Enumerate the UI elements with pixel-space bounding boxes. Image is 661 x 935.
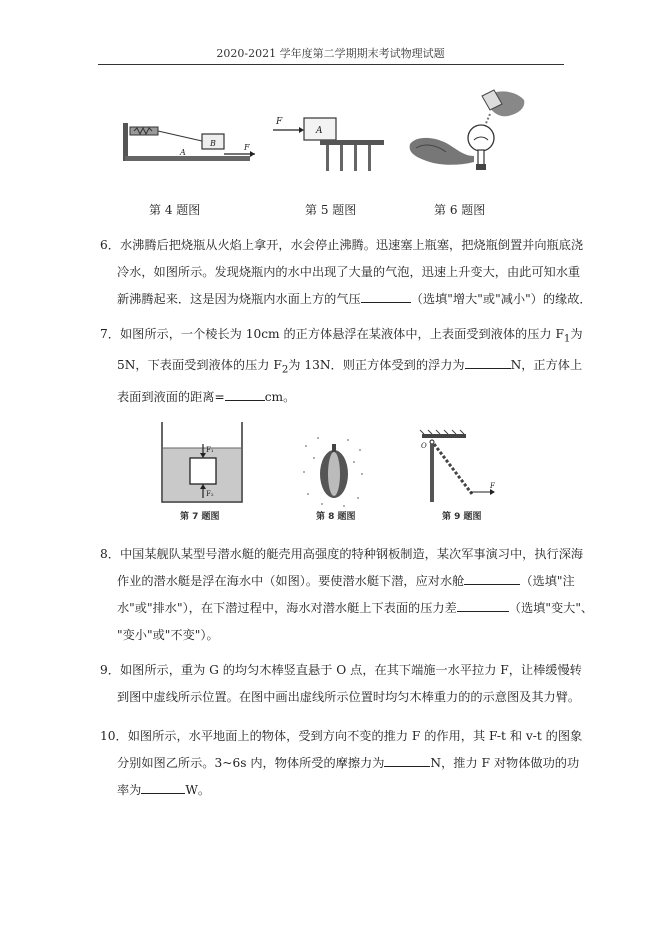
- question-6-line-3: [100, 286, 592, 313]
- label-A: A: [180, 148, 186, 157]
- figure-7: [158, 418, 250, 524]
- question-6-text: 新沸腾起来．这是因为烧瓶内水面上方的气压: [117, 292, 361, 306]
- page-header: 2020-2021 学年度第二学期期末考试物理试题: [216, 47, 445, 60]
- question-7-text: 为: [570, 327, 583, 341]
- question-7: [100, 321, 583, 411]
- question-8-text: （选填"注: [520, 574, 575, 588]
- question-10-line-1: 10．如图所示，水平地面上的物体，受到方向不变的推力 F 的作用，其 F-t 和 v-t 的图象: [100, 729, 583, 743]
- answer-blank-q8-pressure[interactable]: [457, 600, 509, 612]
- board-A: [125, 156, 250, 161]
- question-8: [100, 541, 594, 649]
- question-9: [100, 657, 582, 711]
- label-A: A: [316, 126, 323, 136]
- string: [158, 131, 202, 141]
- question-8-line-1: 8．中国某舰队某型号潜水艇的艇壳用高强度的特种钢板制造，某次军事演习中，执行深海: [100, 547, 584, 561]
- answer-blank-q10-power[interactable]: [141, 782, 185, 794]
- question-7-line-3: [100, 384, 570, 411]
- ceiling: [422, 434, 466, 438]
- answer-blank-q10-friction[interactable]: [384, 755, 430, 767]
- label-F: F: [244, 143, 250, 152]
- question-8-text: 作业的潜水艇是浮在海水中（如图）。要使潜水艇下潜，应对水舱: [117, 574, 465, 588]
- question-10-text: 率为: [117, 783, 142, 797]
- figure-9: [412, 428, 502, 524]
- question-7-text: 为 13N．则正方体受到的浮力为: [288, 358, 465, 373]
- question-8-text: 水"或"排水"），在下潜过程中，海水对潜水艇上下表面的压力差: [117, 601, 457, 615]
- caption-figure-8: 第 8 题图: [316, 512, 356, 522]
- answer-blank-q6[interactable]: [361, 291, 411, 303]
- question-8-line-3: [100, 595, 594, 622]
- force-arrow-head: [299, 127, 304, 133]
- question-7-text: cm。: [264, 389, 296, 404]
- figure-8: [298, 432, 368, 524]
- caption-figure-4: 第 4 题图: [149, 203, 201, 217]
- rod: [430, 444, 434, 502]
- table-leg: [354, 145, 357, 171]
- flask-stopper: [476, 164, 486, 170]
- figure-4: [120, 105, 265, 167]
- question-10-line-2: [100, 750, 580, 777]
- answer-blank-q7-buoyancy[interactable]: [465, 357, 511, 369]
- label-O: O: [421, 442, 427, 450]
- submarine-highlight: [328, 452, 340, 496]
- force-arrow-head: [250, 151, 255, 157]
- question-8-line-2: [100, 568, 575, 595]
- question-7-text: 7．如图所示，一个棱长为 10cm 的正方体悬浮在某液体中，上表面受到液体的压力 F: [100, 327, 564, 341]
- label-F1: F₁: [206, 446, 214, 454]
- label-F2: F₂: [206, 490, 214, 498]
- question-7-line-2: [100, 352, 583, 383]
- subscript: 2: [281, 364, 289, 376]
- question-10-text: N，推力 F 对物体做功的功: [430, 756, 580, 770]
- rod-rotated-dashed: [434, 444, 472, 494]
- label-F: F: [276, 117, 283, 127]
- question-6: [100, 232, 592, 313]
- table-leg: [326, 145, 329, 171]
- question-9-line-1: 9．如图所示，重为 G 的均匀木棒竖直悬于 O 点，在其下端施一水平拉力 F，让棒缓慢转: [100, 663, 582, 677]
- question-6-text: （选填"增大"或"减小"）的缘故．: [410, 292, 592, 306]
- figure-6: [408, 86, 530, 180]
- caption-figure-9: 第 9 题图: [442, 512, 482, 522]
- caption-figure-5: 第 5 题图: [305, 203, 357, 217]
- question-7-line-1: [100, 321, 583, 352]
- caption-figure-7: 第 7 题图: [180, 512, 220, 522]
- cube: [190, 458, 216, 484]
- holding-hand: [410, 138, 474, 165]
- answer-blank-q8-tank[interactable]: [464, 573, 520, 585]
- caption-figure-6: 第 6 题图: [434, 203, 486, 217]
- question-10-line-3: [100, 777, 570, 804]
- question-8-line-4: "变小"或"不变"）。: [117, 628, 219, 642]
- subscript: 1: [563, 333, 571, 345]
- header-rule: [98, 64, 564, 65]
- question-10-text: 分别如图乙所示。3~6s 内，物体所受的摩擦力为: [117, 756, 385, 770]
- question-10-text: W。: [185, 783, 211, 797]
- flask-bulb: [468, 125, 494, 151]
- question-6-line-1: 6．水沸腾后把烧瓶从火焰上拿开，水会停止沸腾。迅速塞上瓶塞，把烧瓶倒置并向瓶底浇: [100, 238, 584, 252]
- wall-support: [123, 123, 128, 161]
- question-10: [100, 723, 583, 804]
- table-top: [320, 140, 384, 145]
- table-leg: [340, 145, 343, 171]
- question-9-line-2: 到图中虚线所示位置。在图中画出虚线所示位置时均匀木棒重力的的示意图及其力臂。: [117, 690, 581, 704]
- question-8-text: （选填"变大"、: [508, 601, 594, 615]
- question-7-text: 5N，下表面受到液体的压力 F: [117, 358, 282, 373]
- question-7-text: N，正方体上: [510, 358, 583, 373]
- table-leg: [368, 145, 371, 171]
- flask-neck: [478, 150, 484, 166]
- submarine-tower: [332, 444, 336, 452]
- pivot-O: [430, 440, 434, 444]
- label-F: F: [490, 482, 495, 490]
- question-6-line-2: 冷水，如图所示。发现烧瓶内的水中出现了大量的气泡，迅速上升变大，由此可知水重: [117, 265, 581, 279]
- question-7-text: 表面到液面的距离=: [117, 389, 225, 404]
- figure-5: [270, 108, 398, 174]
- ceiling-hatch: [420, 430, 464, 434]
- answer-blank-q7-depth[interactable]: [225, 389, 265, 401]
- label-B: B: [210, 139, 216, 148]
